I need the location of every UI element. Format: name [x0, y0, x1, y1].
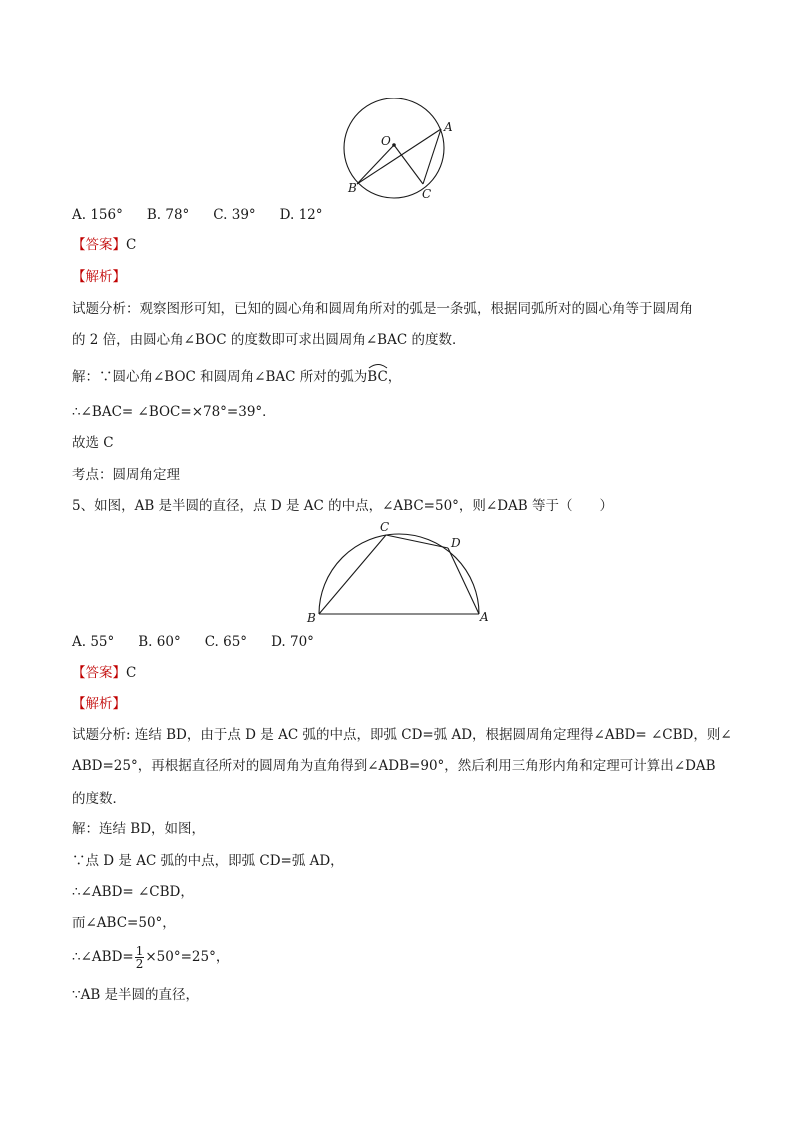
label-a: A	[444, 120, 453, 134]
q5-options	[72, 632, 338, 652]
q5-answer	[72, 663, 136, 683]
q5-analysis-tag: 【解析】	[72, 696, 126, 712]
segment-ob	[357, 145, 394, 184]
label-o: O	[381, 134, 391, 148]
q4-therefore-line: ∴∠BAC= ∠BOC=×78°=39°．	[72, 404, 276, 420]
fraction-half	[135, 945, 145, 970]
fraction-denominator: 2	[135, 957, 144, 971]
q4-options	[72, 205, 347, 225]
q5-option-a: A. 55°	[72, 634, 115, 650]
semicircle-figure	[300, 518, 500, 628]
label-a: A	[480, 610, 489, 624]
circle-figure	[336, 98, 460, 204]
label-b: B	[307, 611, 316, 625]
sol5-prefix: ∴∠ABD=	[72, 949, 134, 965]
q5-solution-3: ∴∠ABD= ∠CBD，	[72, 884, 194, 900]
q5-analysis-line-3: 的度数．	[72, 791, 126, 807]
q5-analysis-line-1: 试题分析: 连结 BD，由于点 D 是 AC 弧的中点，即弧 CD=弧 AD，根据圆周角定理得∠ABD= ∠CBD，则∠	[72, 727, 732, 743]
q5-solution-6: ∵AB 是半圆的直径，	[72, 987, 200, 1003]
q4-option-c: C. 39°	[213, 207, 256, 223]
q5-solution-4: 而∠ABC=50°，	[72, 915, 176, 931]
q5-analysis-line-2: ABD=25°，再根据直径所对的圆周角为直角得到∠ADB=90°，然后利用三角形内角和定理可计算出∠DAB	[72, 758, 716, 774]
answer-tag: 【答案】	[72, 237, 126, 253]
center-dot	[392, 143, 396, 147]
q4-choose-line: 故选 C	[72, 435, 114, 451]
label-c: C	[380, 520, 390, 534]
arc-bc	[367, 367, 388, 387]
q4-option-b: B. 78°	[146, 207, 190, 223]
q5-option-b: B. 60°	[138, 634, 181, 650]
q5-solution-5	[72, 944, 229, 970]
q4-point-line: 考点：圆周角定理	[72, 467, 180, 483]
q5-option-d: D. 70°	[271, 634, 314, 650]
solution-suffix: ，	[387, 369, 402, 385]
answer-value: C	[126, 237, 137, 253]
q4-analysis-tag: 【解析】	[72, 269, 126, 285]
sol5-suffix: ×50°=25°，	[145, 949, 230, 965]
chord-da	[448, 548, 479, 614]
segment-ca	[423, 129, 441, 184]
q4-analysis-line-1: 试题分析：观察图形可知，已知的圆心角和圆周角所对的弧是一条弧，根据同弧所对的圆心角等于圆周角	[72, 301, 693, 317]
chord-cd	[386, 535, 448, 548]
q5-question: 5、如图，AB 是半圆的直径，点 D 是 AC 的中点，∠ABC=50°，则∠DAB 等于（ ）	[72, 498, 614, 514]
label-d: D	[451, 536, 461, 550]
arc-mark-icon	[367, 361, 389, 369]
q4-option-a: A. 156°	[72, 207, 123, 223]
segment-ba	[357, 129, 441, 184]
answer-tag: 【答案】	[72, 665, 126, 681]
fraction-numerator: 1	[135, 944, 144, 958]
arc-bc-label: BC	[367, 369, 388, 385]
q5-solution-1: 解：连结 BD，如图，	[72, 821, 206, 837]
q4-solution-line	[72, 367, 401, 387]
q5-option-c: C. 65°	[204, 634, 248, 650]
label-c: C	[422, 187, 432, 201]
solution-prefix: 解：∵圆心角∠BOC 和圆周角∠BAC 所对的弧为	[72, 369, 368, 385]
q4-option-d: D. 12°	[279, 207, 323, 223]
q4-analysis-line-2: 的 2 倍，由圆心角∠BOC 的度数即可求出圆周角∠BAC 的度数．	[72, 332, 466, 348]
q4-answer	[72, 235, 136, 255]
answer-value: C	[126, 665, 137, 681]
label-b: B	[348, 181, 357, 195]
q5-solution-2: ∵点 D 是 AC 弧的中点，即弧 CD=弧 AD，	[72, 853, 344, 869]
